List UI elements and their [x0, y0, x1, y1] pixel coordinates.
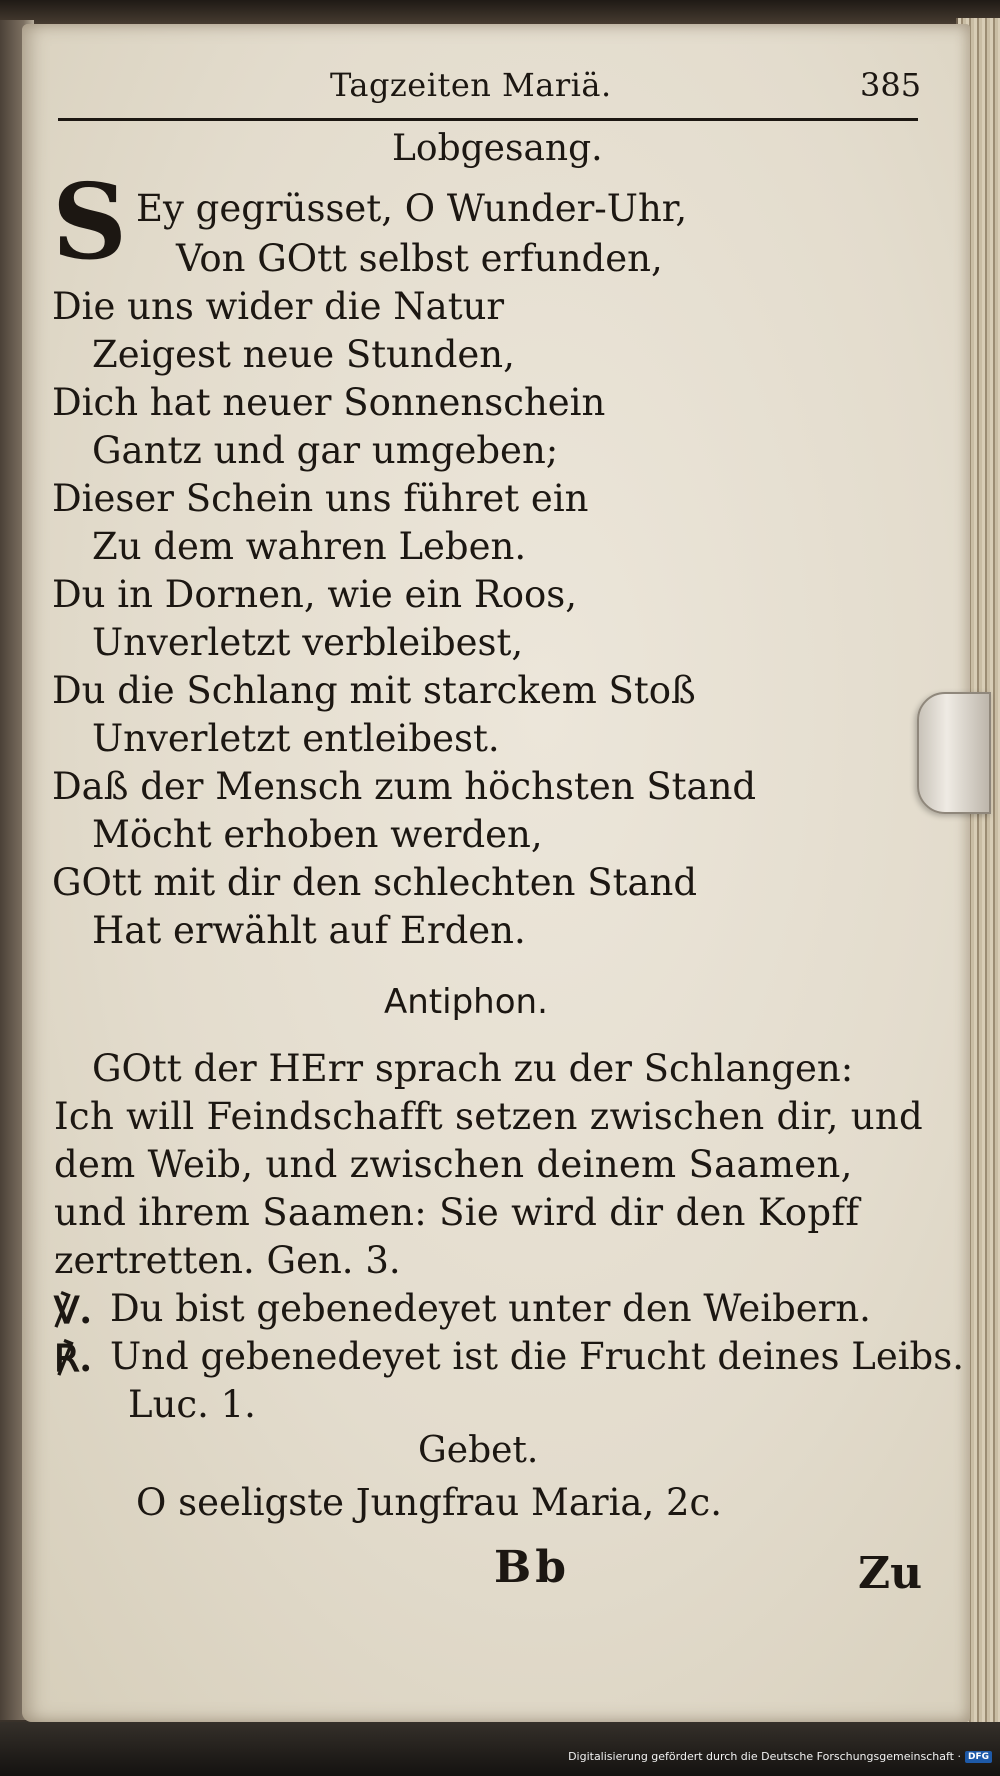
hymn-line: Dich hat neuer Sonnenschein — [52, 381, 606, 424]
hymn-line: Du die Schlang mit starckem Stoß — [52, 669, 696, 712]
header-rule — [58, 118, 918, 121]
digitization-credit — [568, 1750, 992, 1763]
antiphon-title: Antiphon. — [384, 982, 548, 1022]
hymn-line: Möcht erhoben werden, — [92, 813, 543, 856]
dfg-logo-icon: DFG — [965, 1751, 992, 1763]
catchword: Zu — [858, 1548, 923, 1599]
response-reference: Luc. 1. — [128, 1383, 256, 1426]
versicle-text: Du bist gebenedeyet unter den Weibern. — [110, 1287, 871, 1330]
hymn-line: Zeigest neue Stunden, — [92, 333, 515, 376]
hymn-line: Von GOtt selbst erfunden, — [176, 237, 663, 280]
hymn-line: Unverletzt entleibest. — [92, 717, 500, 760]
hymn-line: Du in Dornen, wie ein Roos, — [52, 573, 578, 616]
antiphon-line: Ich will Feindschafft setzen zwischen dir, und — [54, 1095, 923, 1138]
hymn-line: Hat erwählt auf Erden. — [92, 909, 526, 952]
scan-footer-band — [0, 1722, 1000, 1776]
drop-cap: S — [52, 160, 128, 283]
running-title: Tagzeiten Mariä. — [330, 66, 612, 104]
antiphon-line: dem Weib, und zwischen deinem Saamen, — [54, 1143, 853, 1186]
antiphon-line: und ihrem Saamen: Sie wird dir den Kopff — [54, 1191, 860, 1234]
hymn-line: Zu dem wahren Leben. — [92, 525, 527, 568]
credit-text: Digitalisierung gefördert durch die Deutsche Forschungsgemeinschaft · — [568, 1750, 961, 1763]
antiphon-line: zertretten. Gen. 3. — [54, 1239, 401, 1282]
hymn-title: Lobgesang. — [392, 128, 603, 169]
page-clip — [917, 692, 991, 814]
versicle-symbol: ℣. — [54, 1288, 93, 1332]
antiphon-line: GOtt der HErr sprach zu der Schlangen: — [92, 1047, 854, 1090]
response-symbol: ℟. — [54, 1336, 93, 1380]
hymn-line: Ey gegrüsset, O Wunder-Uhr, — [136, 187, 688, 230]
prayer-title: Gebet. — [418, 1430, 539, 1471]
hymn-line: Daß der Mensch zum höchsten Stand — [52, 765, 757, 808]
hymn-line: Dieser Schein uns führet ein — [52, 477, 589, 520]
hymn-line: GOtt mit dir den schlechten Stand — [52, 861, 698, 904]
hymn-line: Unverletzt verbleibest, — [92, 621, 524, 664]
hymn-line: Die uns wider die Natur — [52, 285, 505, 328]
page-number: 385 — [860, 66, 922, 104]
signature-mark: Bb — [494, 1542, 570, 1593]
hymn-line: Gantz und gar umgeben; — [92, 429, 559, 472]
prayer-text: O seeligste Jungfrau Maria, 2c. — [136, 1481, 723, 1524]
response-text: Und gebenedeyet ist die Frucht deines Leibs. — [110, 1335, 964, 1378]
